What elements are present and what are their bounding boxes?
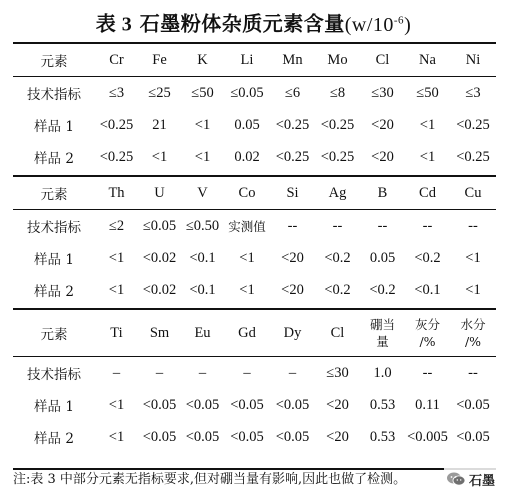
- table-cell: <1: [194, 116, 211, 133]
- table-cell: <0.1: [414, 281, 441, 298]
- element-header: Cu: [464, 184, 482, 201]
- table-cell: --: [377, 217, 388, 234]
- table-cell: ≤0.05: [230, 84, 264, 101]
- element-header: Si: [286, 184, 299, 201]
- element-row: [13, 177, 496, 209]
- element-header: Li: [240, 51, 254, 68]
- table-cell: 1.0: [373, 364, 392, 381]
- table-cell: <20: [371, 116, 394, 133]
- table-cell: --: [468, 217, 478, 234]
- table-cell: –: [243, 364, 251, 381]
- table-cell: <20: [326, 396, 349, 413]
- row-label: 样品 2: [34, 431, 74, 447]
- row-label: 技术指标: [27, 367, 81, 383]
- spec-row: [13, 357, 496, 389]
- table-cell: 0.05: [369, 249, 396, 266]
- table-cell: <0.05: [142, 428, 177, 445]
- table-cell: 0.11: [415, 396, 440, 413]
- element-header: Na: [419, 51, 436, 68]
- table-cell: <1: [465, 249, 481, 266]
- table-cell: ≤30: [326, 364, 349, 381]
- table-cell: <0.25: [99, 116, 134, 133]
- element-header: Gd: [238, 324, 256, 341]
- element-header: V: [197, 184, 208, 201]
- element-header-moisture: 水分 /%: [460, 317, 486, 349]
- table-cell: <0.05: [456, 428, 490, 445]
- table-title: [0, 6, 507, 39]
- table-section-2: [13, 177, 496, 306]
- element-header: Cl: [330, 324, 345, 341]
- sample-1-row: [13, 242, 496, 274]
- element-header-ash: 灰分 /%: [414, 317, 440, 349]
- table-cell: <0.2: [414, 249, 441, 266]
- table-cell: ≤8: [329, 84, 346, 101]
- element-header: Cl: [375, 51, 390, 68]
- row-label: 元素: [40, 54, 68, 70]
- table-cell: ≤30: [371, 84, 394, 101]
- row-label: 元素: [40, 187, 68, 203]
- table-cell: <0.2: [369, 281, 396, 298]
- table-cell: –: [198, 364, 207, 381]
- sample-2-row: [13, 141, 496, 173]
- element-header: Sm: [149, 324, 170, 341]
- table-cell: <0.25: [320, 116, 355, 133]
- table-cell: –: [112, 364, 121, 381]
- table-section-1: [13, 44, 496, 173]
- table-cell: <1: [419, 148, 436, 165]
- table-cell: <0.05: [275, 396, 310, 413]
- row-label: 样品 1: [34, 119, 74, 135]
- table-cell: <0.1: [189, 249, 216, 266]
- table-cell: ≤6: [284, 84, 301, 101]
- wechat-icon: [446, 471, 466, 487]
- table-cell: 21: [152, 116, 167, 133]
- element-header: K: [197, 51, 208, 68]
- table-cell: ≤0.50: [185, 217, 220, 234]
- element-header: Mn: [282, 51, 303, 68]
- element-header: Ag: [328, 184, 347, 201]
- table-cell: ≤2: [108, 217, 125, 234]
- table-cell: ≤25: [148, 84, 171, 101]
- sample-1-row: [13, 109, 496, 141]
- watermark: [444, 466, 497, 492]
- table-cell: <0.02: [142, 281, 177, 298]
- table-footnote: 注:表 3 中部分元素无指标要求,但对硼当量有影响,因此也做了检测。: [13, 472, 407, 487]
- spec-row: [13, 77, 496, 109]
- sample-2-row: [13, 421, 496, 453]
- table-cell: <0.2: [324, 281, 351, 298]
- table-cell: <1: [151, 148, 168, 165]
- row-label: 样品 2: [34, 151, 74, 167]
- table-unit: $(w/10^{-6})$: [344, 13, 412, 36]
- table-cell: <20: [281, 249, 304, 266]
- table-cell: 0.53: [369, 396, 396, 413]
- element-header: Eu: [194, 324, 211, 341]
- watermark-text: 石墨: [468, 473, 495, 489]
- element-header: U: [154, 184, 165, 201]
- table-cell: --: [468, 364, 478, 381]
- element-header: Th: [108, 184, 125, 201]
- row-label: 样品 1: [34, 399, 74, 415]
- table-cell: <0.05: [142, 396, 177, 413]
- table-cell: <0.25: [99, 148, 134, 165]
- element-header: Mo: [327, 51, 348, 68]
- element-row: [13, 310, 496, 356]
- row-label: 样品 1: [34, 252, 74, 268]
- table-cell: <1: [108, 281, 125, 298]
- table-cell: <1: [108, 249, 125, 266]
- element-header: Cd: [419, 184, 436, 201]
- table-cell: <0.25: [456, 116, 490, 133]
- table-cell: <0.02: [142, 249, 177, 266]
- table-cell: <0.05: [456, 396, 490, 413]
- row-label: 元素: [40, 327, 68, 343]
- table-cell: –: [288, 364, 297, 381]
- table-cell: --: [287, 217, 298, 234]
- table-cell: <20: [326, 428, 349, 445]
- table-cell: <0.25: [275, 116, 310, 133]
- table-cell: 0.53: [369, 428, 396, 445]
- table-cell: <20: [371, 148, 394, 165]
- table-cell: <0.25: [456, 148, 490, 165]
- row-label: 技术指标: [27, 87, 81, 103]
- spec-row: [13, 210, 496, 242]
- table-cell: <1: [108, 396, 125, 413]
- table-section-3: [13, 310, 496, 453]
- table-cell: --: [422, 364, 433, 381]
- table-cell: <1: [108, 428, 125, 445]
- table-cell: <0.25: [275, 148, 310, 165]
- element-header-boron-equivalent: 硼当 量: [369, 317, 395, 349]
- table-cell: <0.25: [320, 148, 355, 165]
- table-number: 表 3: [95, 13, 133, 36]
- table-cell: <0.1: [189, 281, 216, 298]
- table-cell: <0.05: [230, 428, 264, 445]
- element-header: Ti: [110, 324, 123, 341]
- element-row: [13, 44, 496, 76]
- sample-2-row: [13, 274, 496, 306]
- table-cell: ≤50: [191, 84, 214, 101]
- table-cell: <0.2: [324, 249, 351, 266]
- table-cell: --: [422, 217, 433, 234]
- table-cell: <0.05: [185, 396, 220, 413]
- table-cell: <0.05: [230, 396, 264, 413]
- row-label: 技术指标: [27, 220, 81, 236]
- sample-1-row: [13, 389, 496, 421]
- table-cell: ≤0.05: [142, 217, 177, 234]
- table-cell: <20: [281, 281, 304, 298]
- table-cell: ≤3: [465, 84, 481, 101]
- table-cell: <0.05: [275, 428, 310, 445]
- table-cell: <1: [194, 148, 211, 165]
- table-cell: –: [155, 364, 164, 381]
- table-cell: <1: [239, 281, 255, 298]
- table-cell: --: [332, 217, 343, 234]
- row-label: 样品 2: [34, 284, 74, 300]
- table-cell: ≤50: [416, 84, 439, 101]
- table-cell: 0.02: [234, 148, 260, 165]
- table-cell: ≤3: [108, 84, 125, 101]
- table-cell: <1: [465, 281, 481, 298]
- table-cell: <1: [419, 116, 436, 133]
- element-header: Fe: [152, 51, 167, 68]
- element-header: Co: [238, 184, 256, 201]
- element-header: Dy: [283, 324, 302, 341]
- table-cell: 实测值: [228, 219, 266, 234]
- element-header: B: [377, 184, 388, 201]
- table-cell: 0.05: [234, 116, 260, 133]
- table-cell: <0.005: [407, 428, 448, 445]
- table-cell: <0.05: [185, 428, 220, 445]
- table-caption: 石墨粉体杂质元素含量: [139, 11, 345, 36]
- element-header: Ni: [465, 51, 481, 68]
- element-header: Cr: [109, 51, 124, 68]
- table-cell: <1: [239, 249, 255, 266]
